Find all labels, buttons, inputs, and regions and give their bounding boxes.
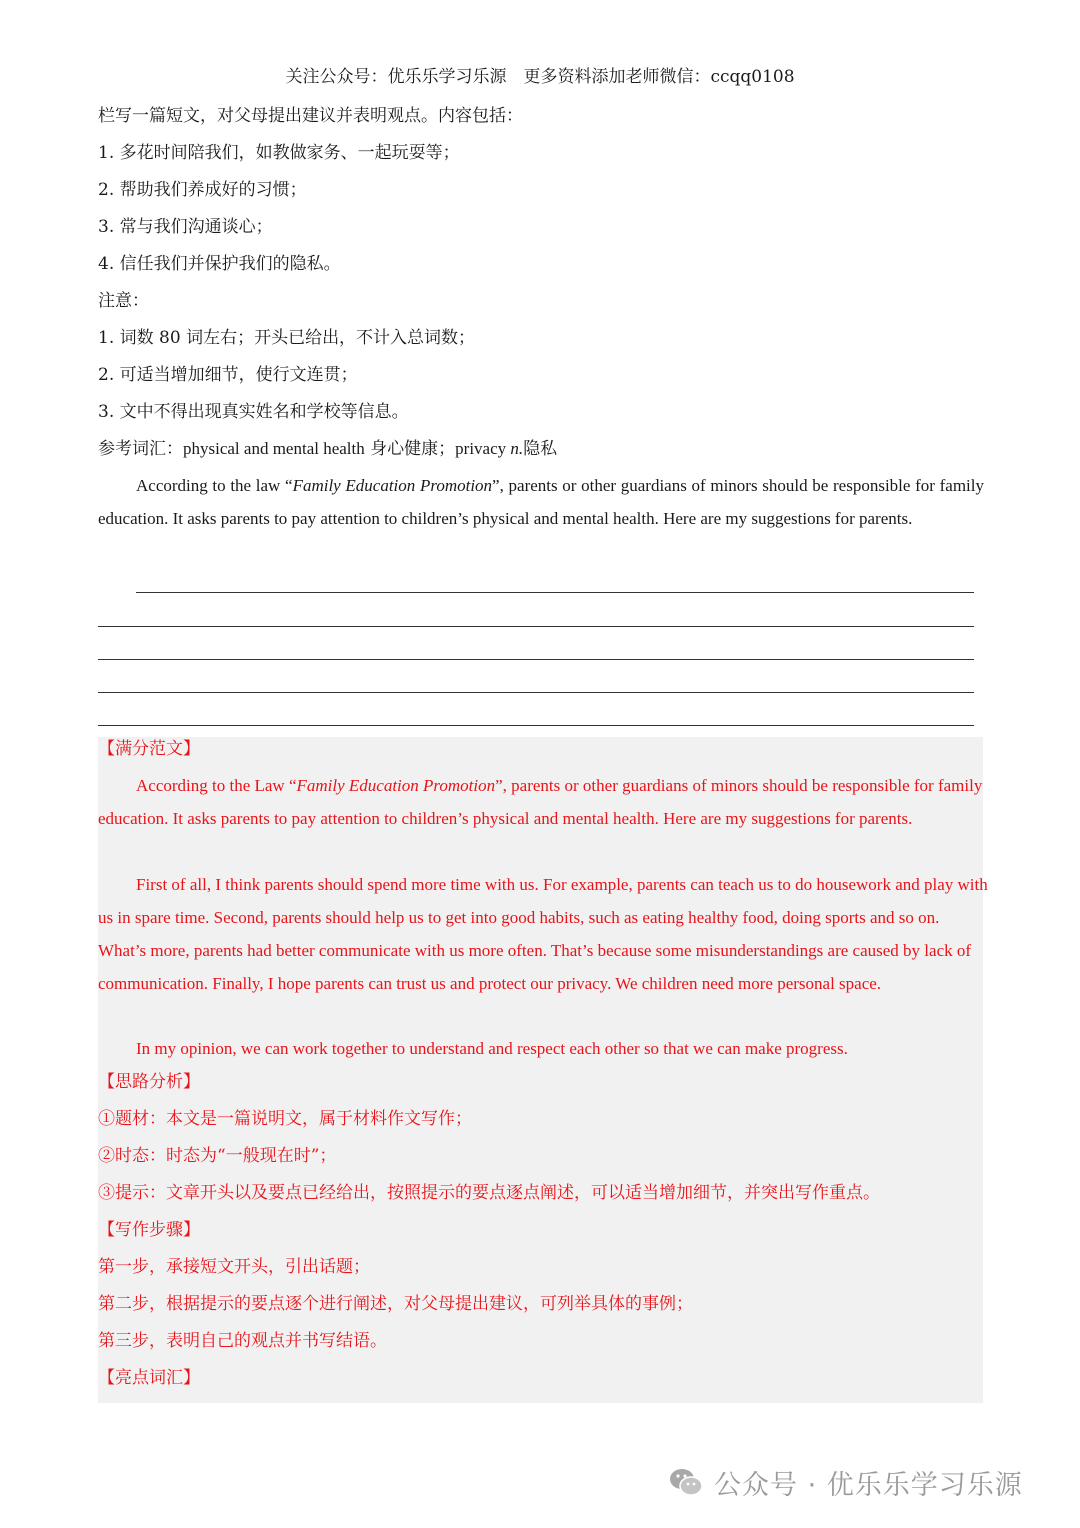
watermark bbox=[668, 1462, 1023, 1502]
wechat-icon bbox=[668, 1466, 704, 1498]
vocab-def-1: 身心健康； bbox=[364, 439, 456, 459]
opening-part-1: According to the law “ bbox=[136, 476, 293, 495]
analysis-item-2: ②时态：时态为“一般现在时”； bbox=[98, 1146, 337, 1166]
step-2: 第二步，根据提示的要点逐个进行阐述，对父母提出建议，可列举具体的事例； bbox=[98, 1294, 693, 1314]
model-p2-text: First of all, I think parents should spend more time with us. For example, parents can teach us to do housework and play with us in spare time. Second, parents should help us to get into good habits, such as eating healthy food, doing sports and so on. What’s more, parents had better communicate with us more often. That’s because some misunderstandings are caused by lack of communication. Finally, I hope parents can trust us and protect our privacy. We children need more personal space. bbox=[98, 875, 988, 993]
vocab-label: 参考词汇： bbox=[98, 439, 183, 459]
content-point-2: 2. 帮助我们养成好的习惯； bbox=[98, 180, 307, 200]
vocab-line bbox=[98, 435, 557, 463]
task-intro: 栏写一篇短文，对父母提出建议并表明观点。内容包括： bbox=[98, 106, 523, 126]
opening-part-2: ”, parents or other guardians of minors should be responsible for family education. It asks parents to pay attention to children’s physical and mental health. Here are my suggestions for parents. bbox=[98, 476, 984, 528]
opening-paragraph bbox=[98, 469, 984, 535]
content-point-3: 3. 常与我们沟通谈心； bbox=[98, 217, 273, 237]
content-point-4: 4. 信任我们并保护我们的隐私。 bbox=[98, 254, 341, 274]
model-heading: 【满分范文】 bbox=[98, 739, 200, 759]
law-title: Family Education Promotion bbox=[292, 476, 493, 495]
model-paragraph-2 bbox=[98, 868, 990, 1000]
answer-blank-line[interactable] bbox=[98, 659, 974, 660]
step-1: 第一步，承接短文开头，引出话题； bbox=[98, 1257, 370, 1277]
note-2: 2. 可适当增加细节，使行文连贯； bbox=[98, 365, 358, 385]
model-paragraph-1 bbox=[98, 769, 990, 835]
watermark-text: 公众号 · 优乐乐学习乐源 bbox=[714, 1469, 1023, 1501]
answer-blank-line[interactable] bbox=[98, 725, 974, 726]
note-label: 注意： bbox=[98, 291, 149, 311]
answer-blank-line[interactable] bbox=[136, 592, 974, 593]
answer-blank-line[interactable] bbox=[98, 692, 974, 693]
model-law-title: Family Education Promotion bbox=[296, 776, 496, 795]
vocab-term-2: privacy bbox=[455, 439, 511, 458]
vocab-term-1: physical and mental health bbox=[183, 439, 365, 458]
note-1: 1. 词数 80 词左右；开头已给出，不计入总词数； bbox=[98, 328, 476, 348]
model-p3-text: In my opinion, we can work together to understand and respect each other so that we can make progress. bbox=[136, 1039, 848, 1058]
analysis-heading: 【思路分析】 bbox=[98, 1072, 200, 1092]
analysis-item-1: ①题材：本文是一篇说明文，属于材料作文写作； bbox=[98, 1109, 472, 1129]
page-header: 关注公众号：优乐乐学习乐源 更多资料添加老师微信：ccqq0108 bbox=[285, 67, 795, 87]
model-p1-part-2: ”, parents or other guardians of minors should be responsible for family education. It asks parents to pay attention to children’s physical and mental health. Here are my suggestions for parents. bbox=[98, 776, 983, 828]
vocab-def-2: 隐私 bbox=[523, 439, 558, 459]
highlights-heading: 【亮点词汇】 bbox=[98, 1368, 200, 1388]
step-3: 第三步，表明自己的观点并书写结语。 bbox=[98, 1331, 387, 1351]
note-3: 3. 文中不得出现真实姓名和学校等信息。 bbox=[98, 402, 409, 422]
model-p1-part-1: According to the Law “ bbox=[136, 776, 297, 795]
content-point-1: 1. 多花时间陪我们，如教做家务、一起玩耍等； bbox=[98, 143, 460, 163]
analysis-item-3: ③提示：文章开头以及要点已经给出，按照提示的要点逐点阐述，可以适当增加细节，并突出写作重点。 bbox=[98, 1183, 880, 1203]
steps-heading: 【写作步骤】 bbox=[98, 1220, 200, 1240]
answer-blank-line[interactable] bbox=[98, 626, 974, 627]
vocab-pos-2: n. bbox=[510, 439, 524, 458]
model-paragraph-3 bbox=[98, 1032, 990, 1065]
